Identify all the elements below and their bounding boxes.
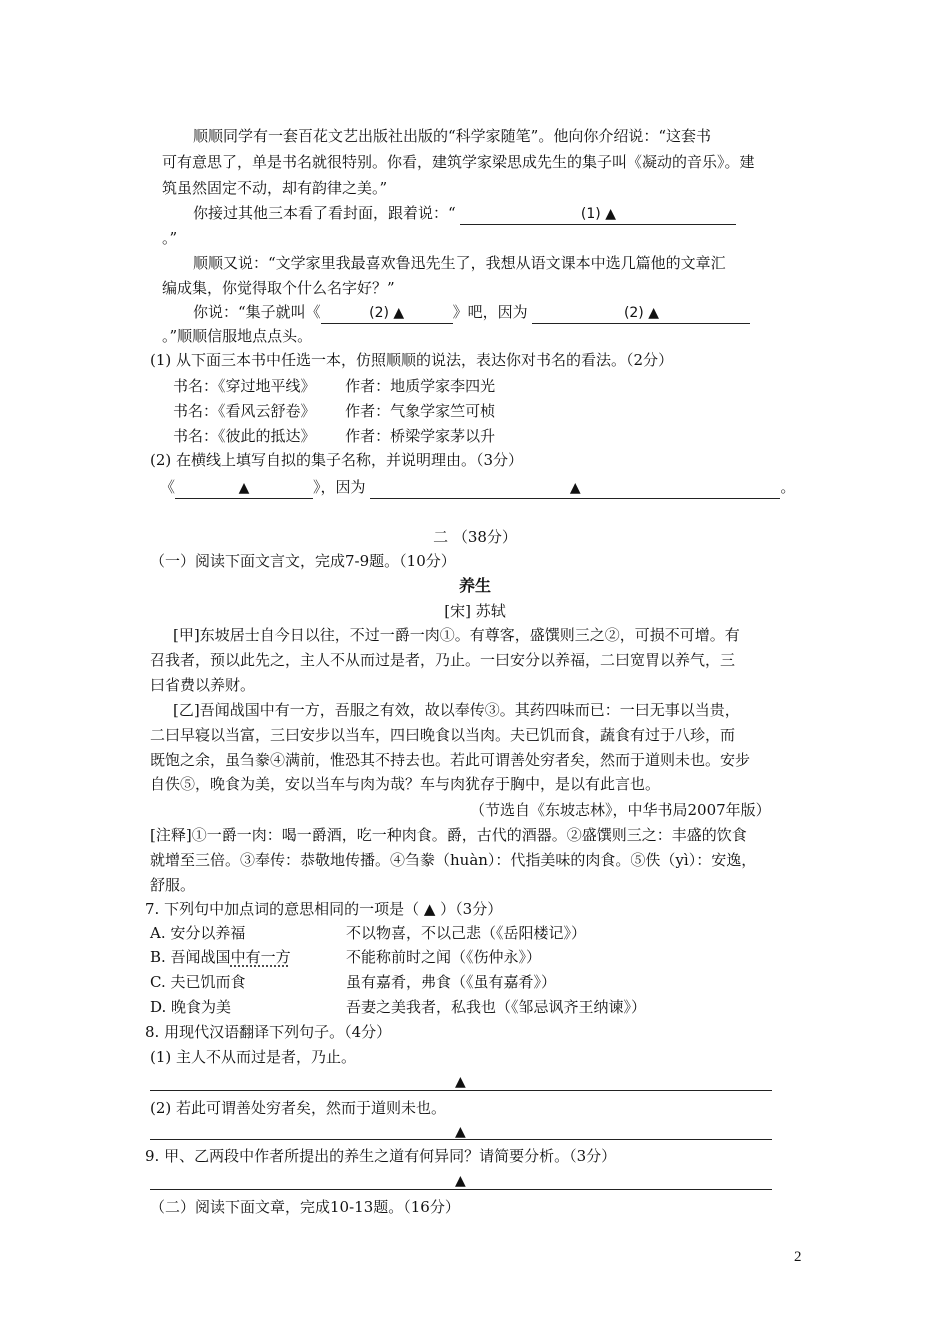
q7-option-d[interactable] <box>150 997 646 1017</box>
option-left: D. 晚食为美 <box>150 998 232 1016</box>
intro-p1-line3: 筑虽然固定不动，却有韵律之美。” <box>162 179 388 197</box>
option-left-dotted: 中有一方 <box>230 948 291 966</box>
book-title: 书名：《看风云舒卷》 <box>173 402 316 420</box>
intro-p2-lead: 你接过其他三本看了看封面，跟着说：“ <box>193 204 456 222</box>
book-title: 书名：《彼此的抵达》 <box>173 427 316 445</box>
q7-text: 7. 下列句中加点词的意思相同的一项是（ ▲ ）（3分） <box>145 900 503 918</box>
reason-label: ▲ <box>569 480 581 496</box>
intro-p4-end: 。”顺顺信服地点点头。 <box>162 327 313 345</box>
option-left <box>150 947 346 967</box>
q8-sentence-1: (1) 主人不从而过是者，乃止。 <box>150 1048 357 1066</box>
passage-source: （节选自《东坡志林》，中华书局2007年版） <box>470 801 771 819</box>
q8-sentence-2: (2) 若此可谓善处穷者矣，然而于道则未也。 <box>150 1099 447 1117</box>
book-row <box>173 426 495 446</box>
yi-line3: 既饱之余，虽刍豢④满前，惟恐其不持去也。若此可谓善处穷者矣，然而于道则未也。安步 <box>150 751 751 769</box>
q1-text: (1) 从下面三本书中任选一本，仿照顺顺的说法，表达你对书名的看法。（2分） <box>150 351 674 369</box>
blank-1-label: (1) ▲ <box>580 206 616 222</box>
jia-line2: 召我者，预以此先之，主人不从而过是者，乃止。一曰安分以养福，二曰宽胃以养气，三 <box>150 651 736 669</box>
book-author: 作者：地质学家李四光 <box>345 377 496 395</box>
collection-name-blank[interactable] <box>175 477 313 499</box>
answer-blank-2b[interactable] <box>532 302 750 324</box>
q7-option-c[interactable] <box>150 972 556 992</box>
q7-option-b[interactable] <box>150 947 541 967</box>
answer-blank-1[interactable] <box>460 203 736 225</box>
passage-author: [宋] 苏轼 <box>444 602 506 620</box>
answer-blank-2a[interactable] <box>321 302 453 324</box>
option-left-pre: B. 吾闻战国 <box>150 948 231 966</box>
q9-answer-marker: ▲ <box>455 1173 466 1189</box>
notes-line3: 舒服。 <box>150 876 196 894</box>
yi-line1: [乙]吾闻战国中有一方，吾服之有效，故以奉传③。其药四味而已：一曰无事以当贵， <box>173 701 740 719</box>
book-row <box>173 401 495 421</box>
book-title: 书名：《穿过地平线》 <box>173 377 316 395</box>
q2-open: 《 <box>160 478 176 496</box>
jia-line3: 曰省费以养财。 <box>150 676 256 694</box>
q8-answer-1-marker: ▲ <box>455 1074 466 1090</box>
option-right: 虽有嘉肴，弗食（《虽有嘉肴》） <box>346 973 557 991</box>
q2-mid: 》，因为 <box>313 478 366 496</box>
book-author: 作者：桥梁学家茅以升 <box>345 427 496 445</box>
page-number: 2 <box>794 1249 802 1265</box>
blank-2a-label: (2) ▲ <box>369 305 405 321</box>
yi-line2: 二曰早寝以当富，三曰安步以当车，四曰晚食以当肉。夫已饥而食，蔬食有过于八珍，而 <box>150 726 736 744</box>
intro-p4-mid: 》吧，因为 <box>452 303 528 321</box>
intro-p4-lead: 你说：“集子就叫《 <box>193 303 321 321</box>
notes-line1: [注释]①一爵一肉：喝一爵酒，吃一种肉食。爵，古代的酒器。②盛馔则三之：丰盛的饮食 <box>150 826 747 844</box>
notes-line2: 就增至三倍。③奉传：恭敬地传播。④刍豢（huàn）：代指美味的肉食。⑤佚（yì）：安逸， <box>150 851 757 869</box>
intro-p1-line1: 顺顺同学有一套百花文艺出版社出版的“科学家随笔”。他向你介绍说：“这套书 <box>193 127 712 145</box>
book-author: 作者：气象学家竺可桢 <box>345 402 496 420</box>
intro-p2-end: 。” <box>162 229 178 247</box>
q8-text: 8. 用现代汉语翻译下列句子。（4分） <box>145 1023 392 1041</box>
jia-line1: [甲]东坡居士自今日以往，不过一爵一肉①。有尊客，盛馔则三之②，可损不可增。有 <box>173 626 740 644</box>
part2-instruction: （二）阅读下面文章，完成10-13题。（16分） <box>150 1198 460 1216</box>
blank-2b-label: (2) ▲ <box>623 305 659 321</box>
passage-title: 养生 <box>458 576 491 595</box>
q7-option-a[interactable] <box>150 923 586 943</box>
option-left: A. 安分以养福 <box>150 924 246 942</box>
q8-answer-2-line[interactable] <box>150 1139 772 1140</box>
intro-p1-line2: 可有意思了，单是书名就很特别。你看，建筑学家梁思成先生的集子叫《凝动的音乐》。建 <box>162 153 755 171</box>
section-heading: 二 （38分） <box>433 528 517 546</box>
intro-p4 <box>193 302 750 324</box>
book-row <box>173 376 495 396</box>
option-left: C. 夫已饥而食 <box>150 973 246 991</box>
option-right: 吾妻之美我者，私我也（《邹忌讽齐王纳谏》） <box>346 998 647 1016</box>
q2-text: (2) 在横线上填写自拟的集子名称，并说明理由。（3分） <box>150 451 524 469</box>
q2-answer-line <box>160 477 795 499</box>
reason-blank[interactable] <box>370 477 780 499</box>
intro-p3-line2: 编成集，你觉得取个什么名字好？” <box>162 279 395 297</box>
q9-answer-line[interactable] <box>150 1189 772 1190</box>
option-right: 不以物喜，不以己悲（《岳阳楼记》） <box>346 924 587 942</box>
q9-text: 9. 甲、乙两段中作者所提出的养生之道有何异同？请简要分析。（3分） <box>145 1147 617 1165</box>
yi-line4: 自佚⑤，晚食为美，安以当车与肉为哉？车与肉犹存于胸中，是以有此言也。 <box>150 775 661 793</box>
option-right: 不能称前时之闻（《伤仲永》） <box>346 948 542 966</box>
intro-p2 <box>193 203 736 225</box>
q2-end: 。 <box>780 478 796 496</box>
intro-p3-line1: 顺顺又说：“文学家里我最喜欢鲁迅先生了，我想从语文课本中选几篇他的文章汇 <box>193 254 726 272</box>
part1-instruction: （一）阅读下面文言文，完成7-9题。（10分） <box>150 552 456 570</box>
collection-name-label: ▲ <box>238 480 250 496</box>
q8-answer-1-line[interactable] <box>150 1090 772 1091</box>
q8-answer-2-marker: ▲ <box>455 1124 466 1140</box>
